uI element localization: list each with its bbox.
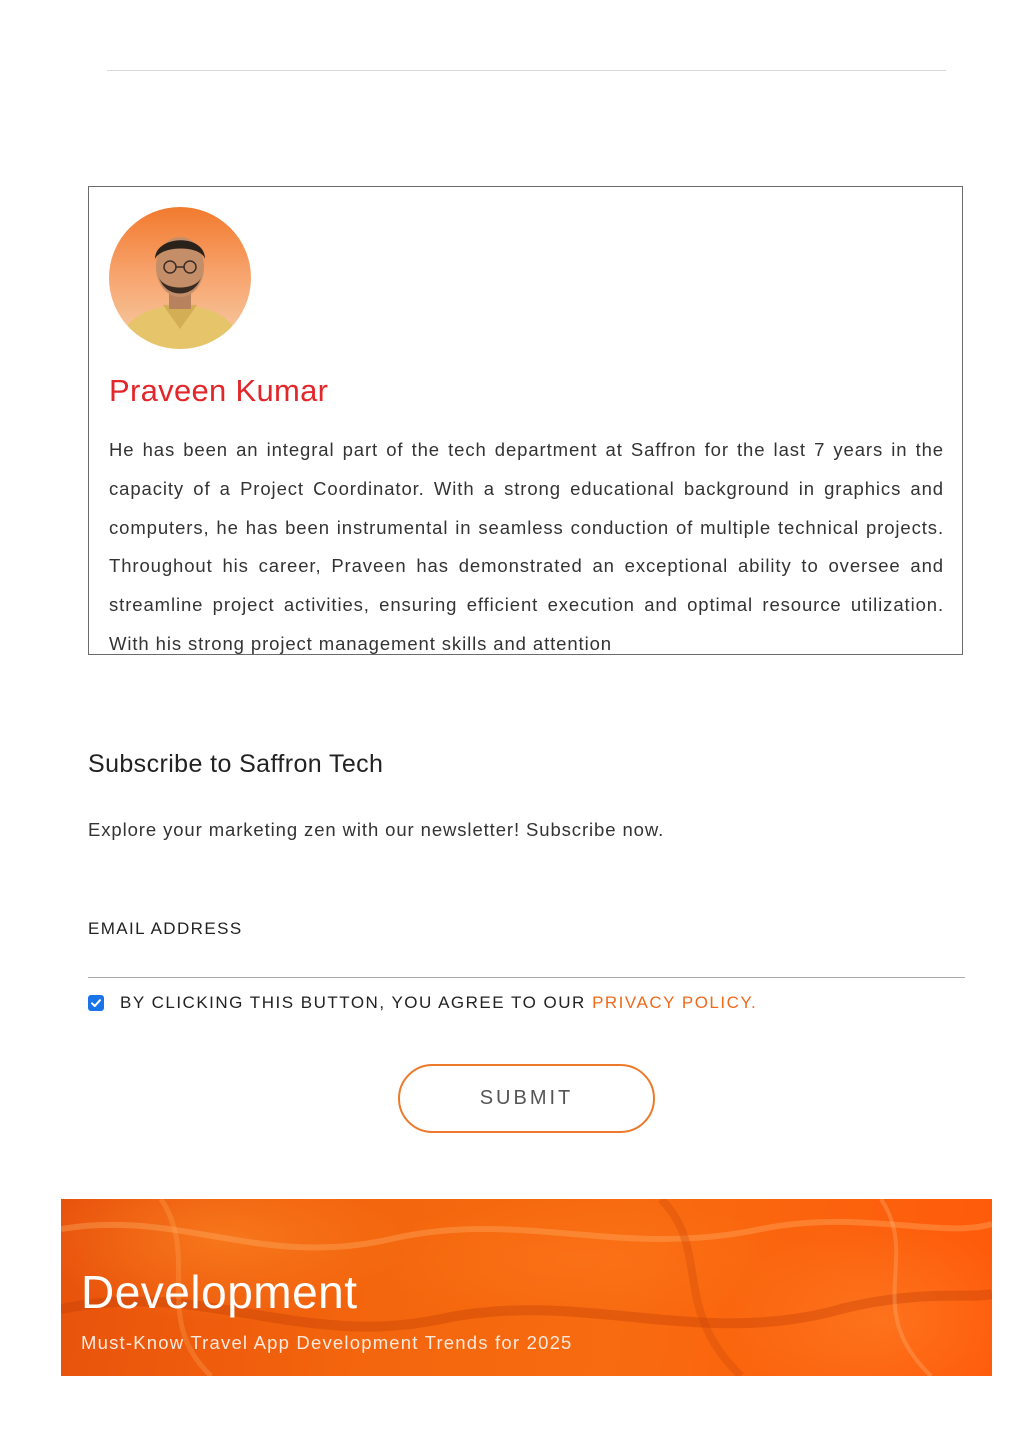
consent-text bbox=[120, 993, 757, 1013]
consent-statement: BY CLICKING THIS BUTTON, YOU AGREE TO OUR bbox=[120, 993, 586, 1012]
banner-post-title[interactable]: Must-Know Travel App Development Trends for 2025 bbox=[81, 1332, 573, 1353]
submit-button[interactable]: SUBMIT bbox=[398, 1064, 655, 1133]
top-divider bbox=[107, 70, 946, 71]
subscribe-description: Explore your marketing zen with our newsletter! Subscribe now. bbox=[88, 819, 665, 840]
email-label: EMAIL ADDRESS bbox=[88, 919, 243, 938]
author-name: Praveen Kumar bbox=[109, 373, 329, 408]
privacy-policy-link[interactable]: PRIVACY POLICY. bbox=[592, 993, 758, 1012]
email-input[interactable] bbox=[88, 945, 965, 978]
author-avatar bbox=[109, 207, 251, 349]
checkmark-icon bbox=[90, 997, 102, 1009]
author-bio: He has been an integral part of the tech department at Saffron for the last 7 years in the capacity of a Project Coordinator. With a strong educational background in graphics and computers, he has been instrumental in seamless conduction of multiple technical projects. Throughout his career, Praveen has demonstrated an exceptional ability to oversee and streamline project activities, ensuring efficient execution and optimal resource utilization. With his strong project management skills and attention bbox=[109, 439, 944, 654]
post-banner[interactable] bbox=[61, 1199, 992, 1376]
consent-checkbox[interactable] bbox=[88, 995, 104, 1011]
banner-category: Development bbox=[81, 1266, 358, 1318]
person-photo-icon bbox=[109, 207, 251, 349]
consent-row bbox=[88, 991, 757, 1015]
subscribe-title: Subscribe to Saffron Tech bbox=[88, 750, 384, 778]
author-card bbox=[88, 186, 963, 655]
